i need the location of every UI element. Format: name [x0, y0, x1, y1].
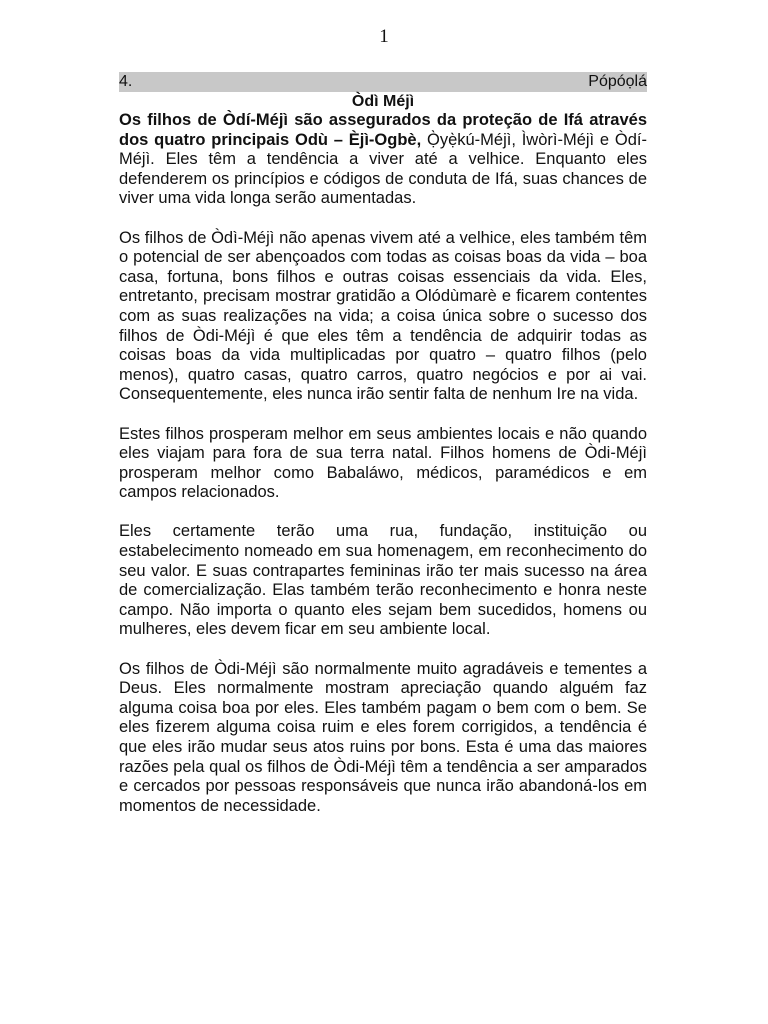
section-title: Òdì Méjì	[351, 93, 415, 110]
intro-paragraph	[119, 111, 647, 209]
odu-name: Pópóọlá	[588, 73, 647, 91]
body-paragraph: Eles certamente terão uma rua, fundação, instituição ou estabelecimento nomeado em sua homenagem, em reconhecimento do seu valor. E suas contrapartes femininas irão ter mais sucesso na área de comercialização. Elas também terão reconhecimento e honra neste campo. Não importa o quanto eles sejam bem sucedidos, homens ou mulheres, eles devem ficar em seu ambiente local.	[119, 522, 647, 639]
document-body	[119, 72, 647, 836]
intro-text: Ọ̀yẹ̀kú-Méjì, Ìwòrì-Méjì e Òdí-Méjì. Eles têm a tendência a viver até a velhice. Enquanto eles defenderem os princípios e códigos de conduta de Ifá, suas chances de viver uma vida longa serão aumentadas.	[119, 130, 647, 208]
chapter-number: 4.	[119, 73, 133, 91]
chapter-header-bar	[119, 72, 647, 92]
body-paragraph: Os filhos de Òdì-Méjì não apenas vivem até a velhice, eles também têm o potencial de ser abençoados com todas as coisas boas da vida – boa casa, fortuna, bons filhos e outras coisas essenciais da vida. Eles, entretanto, precisam mostrar gratidão a Olódùmarè e ficarem contentes com as suas realizações na vida; a coisa única sobre o sucesso dos filhos de Òdi-Méjì é que eles têm a tendência de adquirir todas as coisas boas da vida multiplicadas por quatro – quatro filhos (pelo menos), quatro casas, quatro carros, quatro negócios e por ai vai. Consequentemente, eles nunca irão sentir falta de nenhum Ire na vida.	[119, 228, 647, 404]
body-paragraph: Estes filhos prosperam melhor em seus ambientes locais e não quando eles viajam para fora de sua terra natal. Filhos homens de Òdi-Méjì prosperam melhor como Babaláwo, médicos, paramédicos e em campos relacionados.	[119, 424, 647, 502]
body-paragraph: Os filhos de Òdi-Méjì são normalmente muito agradáveis e tementes a Deus. Eles normalmente mostram apreciação quando alguém faz alguma coisa boa por eles. Eles também pagam o bem com o bem. Se eles fizerem alguma coisa ruim e eles forem corrigidos, a tendência é que eles irão mudar seus atos ruins por bons. Esta é uma das maiores razões pela qual os filhos de Òdi-Méjì têm a tendência a ser amparados e cercados por pessoas responsáveis que nunca irão abandoná-los em momentos de necessidade.	[119, 659, 647, 815]
page-number: 1	[379, 26, 389, 47]
intro-bold-text: Os filhos de Òdí-Méjì são assegurados da proteção de Ifá através dos quatro principais Odù – Èjì-Ogbè,	[119, 111, 647, 149]
